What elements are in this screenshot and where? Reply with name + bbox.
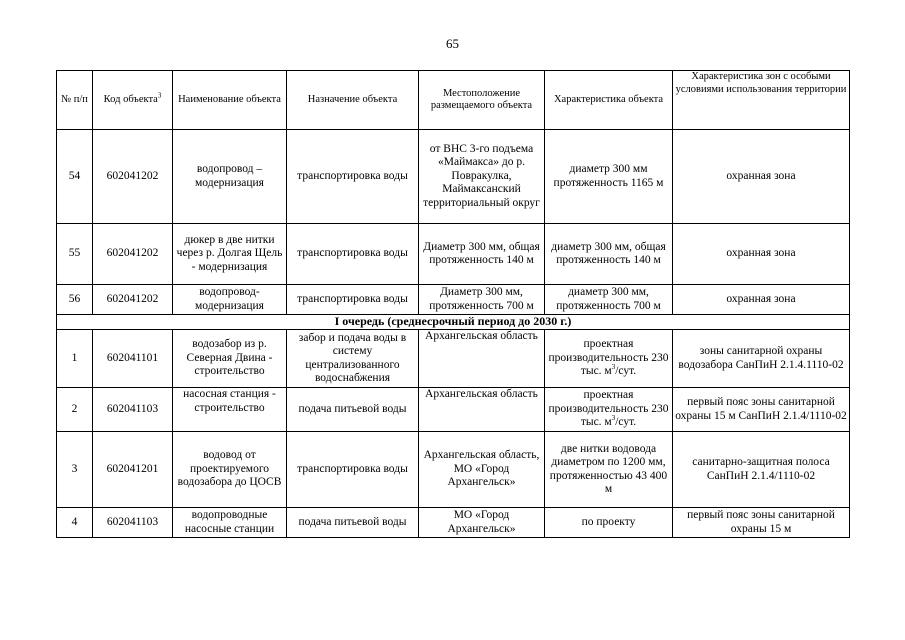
- cell-name: водовод от проектируемого водозабора до ЦОСВ: [173, 432, 287, 508]
- cell-name: водопроводные насосные станции: [173, 508, 287, 538]
- header-name: Наименование объекта: [173, 71, 287, 130]
- header-characteristic: Характеристика объекта: [545, 71, 673, 130]
- cell-purpose: транспортировка воды: [287, 285, 419, 315]
- cell-code: 602041101: [93, 330, 173, 388]
- cell-zones: охранная зона: [673, 224, 850, 285]
- cell-num: 56: [57, 285, 93, 315]
- cell-code: 602041103: [93, 388, 173, 432]
- characteristic-text: проектная производительность 230 тыс. м: [548, 338, 669, 378]
- cell-characteristic: [545, 330, 673, 388]
- cell-num: 2: [57, 388, 93, 432]
- header-code-label: Код объекта: [103, 93, 158, 105]
- table-row: [57, 330, 850, 388]
- cell-location: МО «Город Архангельск»: [419, 508, 545, 538]
- characteristic-text: проектная производительность 230 тыс. м: [548, 389, 669, 429]
- header-purpose: Назначение объекта: [287, 71, 419, 130]
- cell-zones: первый пояс зоны санитарной охраны 15 м: [673, 508, 850, 538]
- cell-code: 602041202: [93, 130, 173, 224]
- cell-characteristic: диаметр 300 мм, протяженность 700 м: [545, 285, 673, 315]
- cell-code: 602041202: [93, 285, 173, 315]
- table-row: [57, 388, 850, 432]
- objects-table: [56, 70, 850, 538]
- section-row: [57, 315, 850, 330]
- cell-num: 55: [57, 224, 93, 285]
- cell-characteristic: диаметр 300 мм, общая протяженность 140 м: [545, 224, 673, 285]
- cell-characteristic: [545, 388, 673, 432]
- cell-num: 1: [57, 330, 93, 388]
- cell-location: Архангельская область, МО «Город Архангельск»: [419, 432, 545, 508]
- cell-purpose: забор и подача воды в систему централизованного водоснабжения: [287, 330, 419, 388]
- cell-zones: охранная зона: [673, 130, 850, 224]
- header-num: № п/п: [57, 71, 93, 130]
- cell-zones: зоны санитарной охраны водозабора СанПиН 2.1.4.1110-02: [673, 330, 850, 388]
- unit-superscript: 3: [611, 363, 616, 372]
- cell-characteristic: две нитки водовода диаметром по 1200 мм, протяженностью 43 400 м: [545, 432, 673, 508]
- cell-zones: санитарно-защитная полоса СанПиН 2.1.4/1110-02: [673, 432, 850, 508]
- header-code: [93, 71, 173, 130]
- cell-name: дюкер в две нитки через р. Долгая Щель - модернизация: [173, 224, 287, 285]
- cell-location: от ВНС 3-го подъема «Маймакса» до р. Повракулка, Маймаксанский территориальный округ: [419, 130, 545, 224]
- table-row: [57, 508, 850, 538]
- cell-num: 4: [57, 508, 93, 538]
- header-zones: Характеристика зон с особыми условиями использования территории: [673, 71, 850, 130]
- cell-name: насосная станция - строительство: [173, 388, 287, 432]
- cell-purpose: подача питьевой воды: [287, 508, 419, 538]
- cell-num: 54: [57, 130, 93, 224]
- characteristic-unit: /сут.: [615, 416, 637, 429]
- characteristic-unit: /сут.: [615, 365, 637, 378]
- cell-code: 602041202: [93, 224, 173, 285]
- cell-zones: первый пояс зоны санитарной охраны 15 м СанПиН 2.1.4/1110-02: [673, 388, 850, 432]
- cell-location: Архангельская область: [419, 388, 545, 432]
- page-number: 65: [446, 36, 459, 51]
- cell-code: 602041201: [93, 432, 173, 508]
- cell-purpose: транспортировка воды: [287, 130, 419, 224]
- cell-zones: охранная зона: [673, 285, 850, 315]
- section-title: I очередь (среднесрочный период до 2030 г.): [57, 315, 850, 330]
- table-row: [57, 285, 850, 315]
- cell-purpose: подача питьевой воды: [287, 388, 419, 432]
- header-code-footnote: 3: [157, 91, 162, 100]
- cell-code: 602041103: [93, 508, 173, 538]
- cell-name: водопровод – модернизация: [173, 130, 287, 224]
- table-row: [57, 130, 850, 224]
- header-location: Местоположение размещаемого объекта: [419, 71, 545, 130]
- cell-purpose: транспортировка воды: [287, 224, 419, 285]
- cell-location: Архангельская область: [419, 330, 545, 388]
- table-row: [57, 224, 850, 285]
- table-header-row: [57, 71, 850, 130]
- cell-location: Диаметр 300 мм, общая протяженность 140 м: [419, 224, 545, 285]
- cell-purpose: транспортировка воды: [287, 432, 419, 508]
- cell-characteristic: по проекту: [545, 508, 673, 538]
- cell-location: Диаметр 300 мм, протяженность 700 м: [419, 285, 545, 315]
- cell-name: водопровод-модернизация: [173, 285, 287, 315]
- cell-characteristic: диаметр 300 мм протяженность 1165 м: [545, 130, 673, 224]
- cell-num: 3: [57, 432, 93, 508]
- unit-superscript: 3: [611, 414, 616, 423]
- cell-name: водозабор из р. Северная Двина - строительство: [173, 330, 287, 388]
- table-row: [57, 432, 850, 508]
